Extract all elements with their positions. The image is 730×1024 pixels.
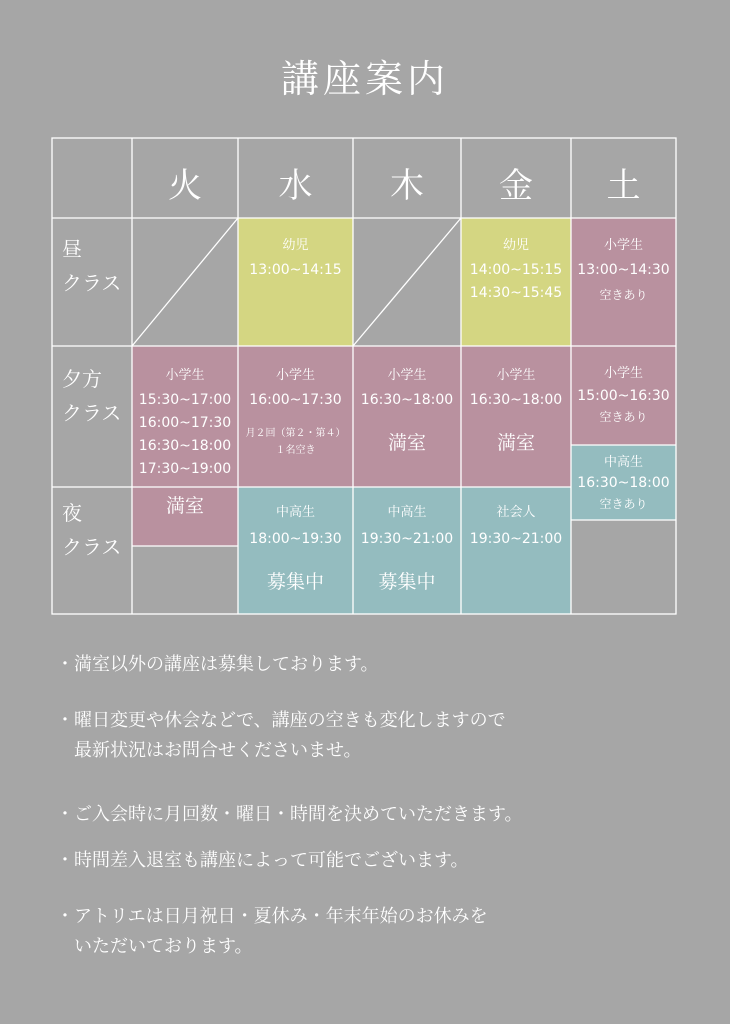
class-status: 募集中 <box>378 571 436 593</box>
note-item: ・アトリエは日月祝日・夏休み・年末年始のお休みを <box>56 906 488 927</box>
class-time: 13:00~14:15 <box>249 262 342 278</box>
class-time: 15:30~17:00 <box>138 392 232 408</box>
class-status: 募集中 <box>266 571 324 593</box>
class-label: 中高生 <box>275 505 315 520</box>
note-item: いただいております。 <box>56 936 253 957</box>
class-time: 16:00~17:30 <box>138 415 232 431</box>
row-label-noon <box>62 232 121 300</box>
class-label: 中高生 <box>387 505 427 520</box>
class-time: 16:30~18:00 <box>138 438 232 454</box>
note-item: 最新状況はお問合せくださいませ。 <box>56 740 362 761</box>
class-label: 小学生 <box>387 368 427 383</box>
row-label-line: 夜 <box>62 501 82 525</box>
class-time: 18:00~19:30 <box>249 531 342 547</box>
class-label: 小学生 <box>275 368 315 383</box>
class-status: 満室 <box>496 432 535 454</box>
class-time: 19:30~21:00 <box>360 531 454 547</box>
empty-slash <box>132 218 238 346</box>
class-label: 社会人 <box>496 505 536 520</box>
row-label-line: クラス <box>62 401 122 425</box>
page-title: 講座案内 <box>280 57 449 101</box>
class-label: 小学生 <box>165 368 205 383</box>
class-time: 14:30~15:45 <box>469 285 563 301</box>
day-header-tue: 火 <box>168 166 202 206</box>
row-label-line: 昼 <box>62 237 82 261</box>
day-header-sat: 土 <box>606 166 641 206</box>
note-item: ・時間差入退室も講座によって可能でございます。 <box>56 850 469 871</box>
day-header-wed: 水 <box>278 166 313 206</box>
empty-slash <box>353 218 461 346</box>
note-item: ・ご入会時に月回数・曜日・時間を決めていただきます。 <box>56 804 523 825</box>
class-time: 16:30~18:00 <box>577 475 670 491</box>
class-label: 中高生 <box>603 455 643 470</box>
class-label: 幼児 <box>282 238 309 253</box>
note-item: ・満室以外の講座は募集しております。 <box>56 654 379 675</box>
class-time: 13:00~14:30 <box>577 262 670 278</box>
class-time: 16:30~18:00 <box>469 392 563 408</box>
row-label-line: 夕方 <box>62 367 102 391</box>
day-header-fri: 金 <box>499 166 533 206</box>
class-time: 16:00~17:30 <box>249 392 342 408</box>
class-label: 小学生 <box>603 366 643 381</box>
class-status: 空きあり <box>599 497 648 511</box>
class-status: 空きあり <box>599 410 648 424</box>
row-label-night <box>62 496 121 564</box>
class-time: 15:00~16:30 <box>577 388 670 404</box>
class-label: 幼児 <box>502 238 529 253</box>
class-status: 満室 <box>387 432 426 454</box>
class-time: 19:30~21:00 <box>469 531 563 547</box>
class-note: 月２回（第２・第４） <box>245 428 346 439</box>
row-label-line: クラス <box>62 535 122 559</box>
row-label-line: クラス <box>62 271 122 295</box>
class-time: 16:30~18:00 <box>360 392 454 408</box>
class-status: 満室 <box>165 495 204 517</box>
class-label: 小学生 <box>603 238 643 253</box>
class-time: 14:00~15:15 <box>469 262 563 278</box>
row-label-evening <box>62 362 121 430</box>
class-time: 17:30~19:00 <box>138 461 232 477</box>
note-item: ・曜日変更や休会などで、講座の空きも変化しますので <box>56 710 506 731</box>
day-header-thu: 木 <box>390 166 424 206</box>
class-label: 小学生 <box>496 368 536 383</box>
class-note: １名空き <box>275 445 316 456</box>
class-status: 空きあり <box>599 288 648 302</box>
